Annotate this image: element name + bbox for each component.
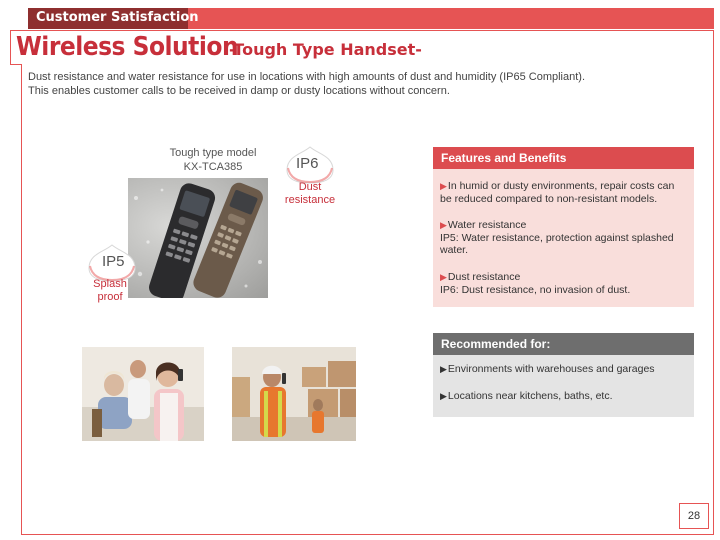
- handset-photo: [128, 178, 268, 298]
- ip6-code: IP6: [296, 155, 319, 172]
- page-number: 28: [679, 503, 709, 529]
- page-title: Wireless Solution: [16, 32, 239, 62]
- ip6-caption-line-2: resistance: [284, 194, 336, 206]
- features-heading: Features and Benefits: [433, 147, 694, 169]
- section-tab: Customer Satisfaction: [28, 8, 188, 29]
- ip5-caption-line-1: Splash: [93, 278, 127, 290]
- arrow-right-icon: ▶: [440, 181, 447, 191]
- arrow-right-icon: ▶: [440, 364, 447, 374]
- ip5-code: IP5: [102, 253, 125, 270]
- recommended-item: [440, 363, 692, 376]
- feature-2-line-2: IP5: Water resistance, protection against splashed: [440, 231, 674, 244]
- warehouse-worker-photo: [232, 347, 356, 441]
- feature-item: [440, 271, 692, 296]
- warehouse-scene-illustration: [232, 347, 356, 441]
- recommended-item-2-text: Locations near kitchens, baths, etc.: [447, 390, 613, 402]
- product-model-number: KX-TCA385: [183, 161, 243, 173]
- feature-1-line-1: In humid or dusty environments, repair costs can: [447, 180, 675, 192]
- recommended-item-1-text: Environments with warehouses and garages: [447, 363, 655, 375]
- recommended-heading: Recommended for:: [433, 333, 694, 355]
- product-label-line-1: Tough type model: [169, 147, 257, 159]
- feature-1-line-2: be reduced compared to non-resistant models.: [440, 192, 658, 205]
- ip5-caption-line-2: proof: [97, 291, 123, 303]
- ip6-caption: [276, 181, 344, 207]
- office-scene-illustration: [82, 347, 204, 441]
- page-subtitle: -Tough Type Handset-: [229, 40, 422, 59]
- intro-line-1: Dust resistance and water resistance for use in locations with high amounts of dust and humidity (IP65 Compliant).: [28, 71, 585, 83]
- recommended-item: [440, 390, 692, 403]
- feature-2-line-1: Water resistance: [447, 219, 527, 231]
- ip6-caption-line-1: Dust: [298, 181, 322, 193]
- feature-item: [440, 180, 692, 205]
- ip5-caption: [76, 278, 144, 304]
- feature-item: [440, 219, 692, 257]
- intro-line-2: This enables customer calls to be received in damp or dusty locations without concern.: [28, 85, 450, 97]
- office-staff-photo: [82, 347, 204, 441]
- arrow-right-icon: ▶: [440, 391, 447, 401]
- feature-3-line-2: IP6: Dust resistance, no invasion of dust.: [440, 283, 631, 296]
- arrow-right-icon: ▶: [440, 272, 447, 282]
- arrow-right-icon: ▶: [440, 220, 447, 230]
- product-label: [158, 146, 268, 174]
- intro-text: [28, 70, 688, 98]
- handset-illustration: [128, 178, 268, 298]
- feature-2-line-3: water.: [440, 244, 469, 256]
- feature-3-line-1: Dust resistance: [447, 271, 521, 283]
